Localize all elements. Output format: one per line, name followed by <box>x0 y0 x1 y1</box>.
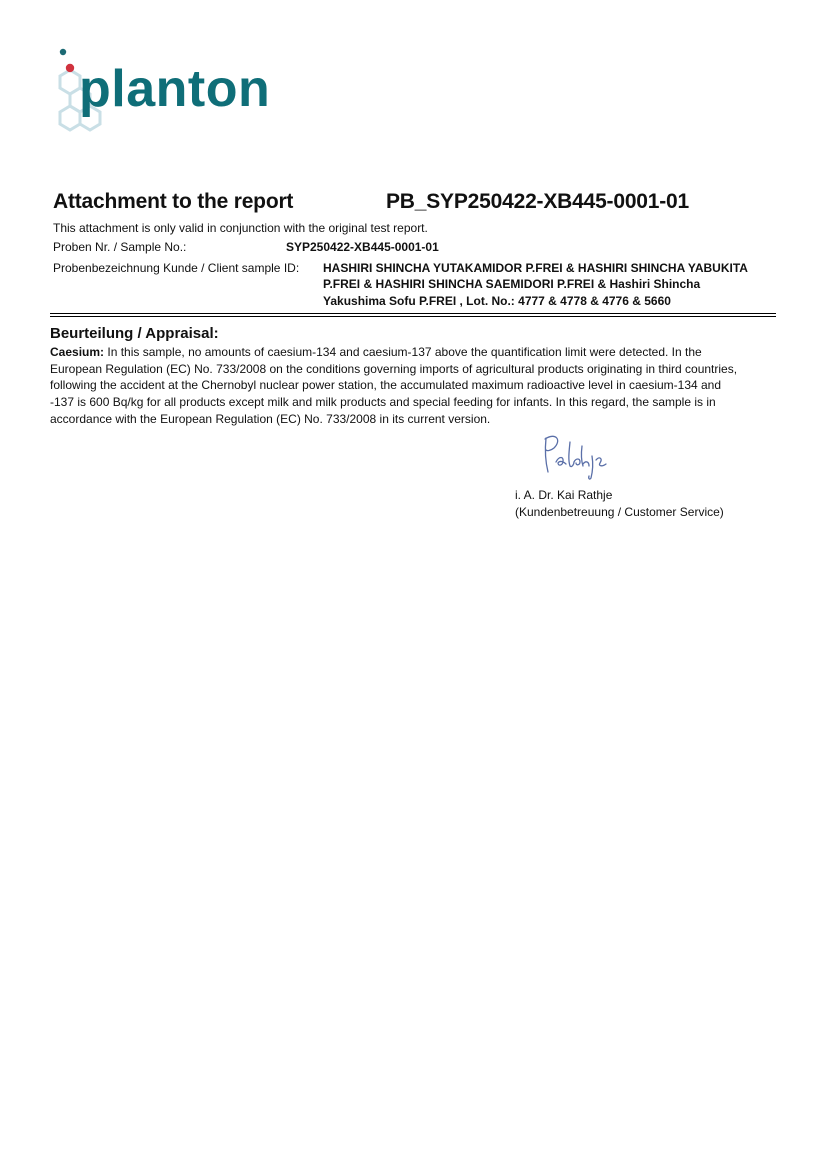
signatory-department: (Kundenbetreuung / Customer Service) <box>515 505 724 519</box>
handwritten-signature <box>536 430 616 482</box>
appraisal-first-line-text: In this sample, no amounts of caesium-134 and caesium-137 above the quantification limit were detected. In the <box>104 345 702 359</box>
appraisal-line: following the accident at the Chernobyl nuclear power station, the accumulated maximum radioactive level in caesium-134 and <box>50 378 722 393</box>
section-divider <box>50 316 776 317</box>
planton-logo <box>48 44 308 148</box>
appraisal-line: -137 is 600 Bq/kg for all products except milk and milk products and special feeding for infants. In this regard, the sample is in <box>50 395 716 410</box>
sample-number-value: SYP250422-XB445-0001-01 <box>286 240 439 254</box>
sample-number-label: Proben Nr. / Sample No.: <box>53 240 187 254</box>
appraisal-label: Caesium: <box>50 345 105 359</box>
teal-dot-icon <box>60 49 66 55</box>
report-title: Attachment to the report <box>53 190 294 213</box>
logo-wordmark: planton <box>79 60 271 118</box>
client-sample-id-label: Probenbezeichnung Kunde / Client sample ID: <box>53 261 300 275</box>
appraisal-line <box>50 344 766 361</box>
client-sample-id-line: HASHIRI SHINCHA YUTAKAMIDOR P.FREI & HASHIRI SHINCHA YABUKITA <box>323 261 748 275</box>
appraisal-body <box>50 344 766 428</box>
validity-note: This attachment is only valid in conjunction with the original test report. <box>53 221 428 235</box>
section-divider <box>50 313 776 314</box>
client-sample-id-line: Yakushima Sofu P.FREI , Lot. No.: 4777 & 4778 & 4776 & 5660 <box>323 293 671 308</box>
appraisal-line: accordance with the European Regulation (EC) No. 733/2008 in its current version. <box>50 411 491 426</box>
client-sample-id-line: P.FREI & HASHIRI SHINCHA SAEMIDORI P.FREI & Hashiri Shincha <box>323 277 701 292</box>
client-sample-id-value <box>323 260 793 309</box>
appraisal-heading: Beurteilung / Appraisal: <box>50 325 219 342</box>
report-number: PB_SYP250422-XB445-0001-01 <box>386 190 690 213</box>
red-dot-icon <box>66 64 74 72</box>
appraisal-line: European Regulation (EC) No. 733/2008 on the conditions governing imports of agricultural products originating in third countries, <box>50 361 738 376</box>
signatory-name: i. A. Dr. Kai Rathje <box>515 488 613 502</box>
